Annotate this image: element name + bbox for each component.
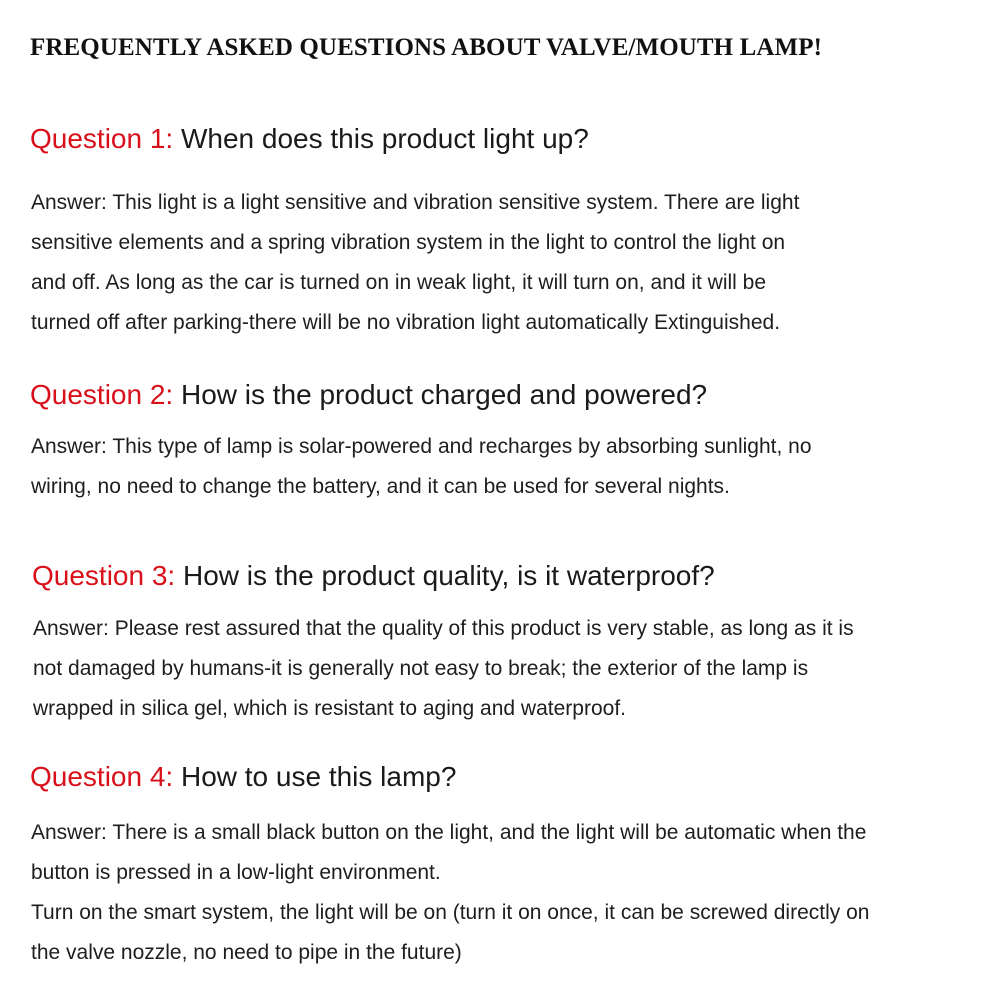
question-4-text: How to use this lamp?: [180, 761, 457, 792]
answer-3: [33, 609, 854, 729]
question-1-label: Question 1:: [30, 123, 174, 154]
question-1-heading: [30, 122, 589, 156]
question-2-heading: [30, 378, 707, 412]
page-title: FREQUENTLY ASKED QUESTIONS ABOUT VALVE/MOUTH LAMP!: [30, 34, 822, 61]
question-4-heading: [30, 760, 456, 794]
answer-2-line-2: wiring, no need to change the battery, and it can be used for several nights.: [31, 475, 730, 498]
answer-2: [31, 427, 812, 507]
answer-1-line-1: Answer: This light is a light sensitive and vibration sensitive system. There are light: [31, 191, 800, 214]
answer-4-line-3: Turn on the smart system, the light will be on (turn it on once, it can be screwed directly on: [31, 901, 870, 924]
question-2-text: How is the product charged and powered?: [180, 379, 708, 410]
question-3-heading: [32, 559, 715, 593]
answer-4-line-4: the valve nozzle, no need to pipe in the future): [31, 941, 462, 964]
answer-1-line-3: and off. As long as the car is turned on in weak light, it will turn on, and it will be: [31, 271, 767, 294]
answer-1-line-2: sensitive elements and a spring vibration system in the light to control the light on: [31, 231, 786, 254]
answer-4: [31, 813, 869, 973]
question-4-label: Question 4:: [30, 761, 174, 792]
answer-1: [31, 183, 799, 343]
answer-3-line-2: not damaged by humans-it is generally not easy to break; the exterior of the lamp is: [33, 657, 809, 680]
question-3-label: Question 3:: [32, 560, 176, 591]
question-3-text: How is the product quality, is it waterproof?: [182, 560, 715, 591]
answer-3-line-1: Answer: Please rest assured that the quality of this product is very stable, as long as it is: [33, 617, 854, 640]
answer-2-line-1: Answer: This type of lamp is solar-powered and recharges by absorbing sunlight, no: [31, 435, 812, 458]
answer-4-line-1: Answer: There is a small black button on the light, and the light will be automatic when the: [31, 821, 867, 844]
question-2-label: Question 2:: [30, 379, 174, 410]
question-1-text: When does this product light up?: [180, 123, 589, 154]
answer-1-line-4: turned off after parking-there will be no vibration light automatically Extinguished.: [31, 311, 781, 334]
answer-3-line-3: wrapped in silica gel, which is resistant to aging and waterproof.: [33, 697, 626, 720]
answer-4-line-2: button is pressed in a low-light environment.: [31, 861, 441, 884]
